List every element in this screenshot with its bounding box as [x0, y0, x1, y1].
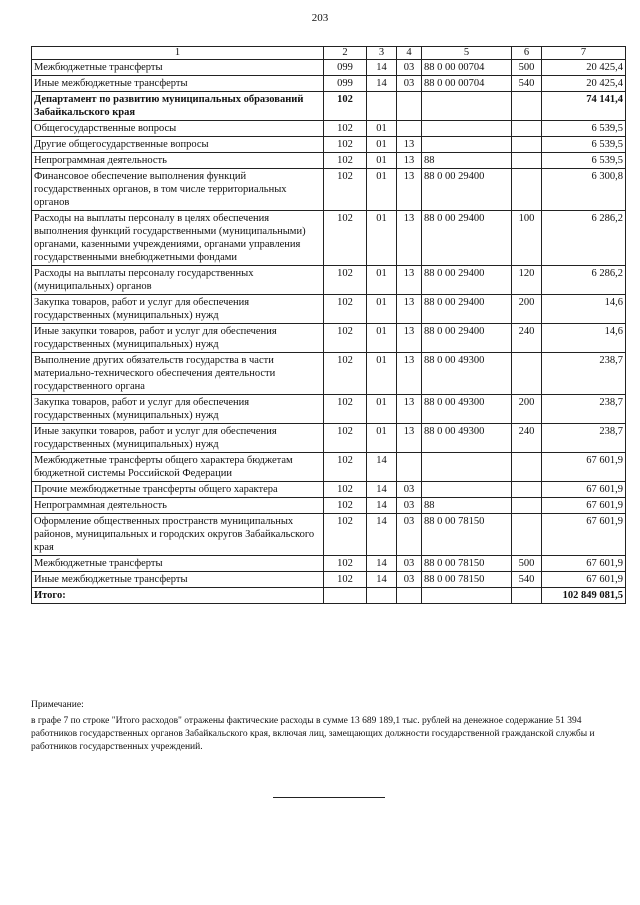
- row-target-article: [422, 588, 512, 604]
- row-name: Выполнение других обязательств государства в части материально-технического обеспечения деятельности государственного органа: [32, 353, 324, 395]
- row-amount: 67 601,9: [542, 556, 626, 572]
- row-admin-code: 099: [324, 60, 367, 76]
- row-admin-code: 102: [324, 153, 367, 169]
- row-section: 01: [367, 137, 397, 153]
- row-subsection: 03: [397, 572, 422, 588]
- row-name: Иные межбюджетные трансферты: [32, 76, 324, 92]
- row-amount: 102 849 081,5: [542, 588, 626, 604]
- row-section: 01: [367, 153, 397, 169]
- row-admin-code: 102: [324, 395, 367, 424]
- row-name: Закупка товаров, работ и услуг для обеспечения государственных (муниципальных) нужд: [32, 295, 324, 324]
- row-name: Межбюджетные трансферты: [32, 556, 324, 572]
- row-amount: 14,6: [542, 324, 626, 353]
- table-row: [32, 453, 626, 482]
- row-target-article: 88: [422, 498, 512, 514]
- row-expense-type: 200: [512, 395, 542, 424]
- row-target-article: [422, 482, 512, 498]
- column-number: 7: [542, 47, 626, 60]
- row-section: 01: [367, 295, 397, 324]
- row-target-article: [422, 137, 512, 153]
- row-expense-type: 240: [512, 324, 542, 353]
- row-subsection: 13: [397, 353, 422, 395]
- row-subsection: [397, 92, 422, 121]
- row-target-article: 88 0 00 29400: [422, 324, 512, 353]
- table-row: [32, 324, 626, 353]
- table-row: [32, 572, 626, 588]
- table-row: [32, 92, 626, 121]
- row-name: Расходы на выплаты персоналу в целях обеспечения выполнения функций государственными (муниципальными) органами, казенными учреждениями, органами управления государственными внебюджетными фондами: [32, 211, 324, 266]
- table-row: [32, 353, 626, 395]
- row-subsection: 03: [397, 60, 422, 76]
- row-expense-type: [512, 588, 542, 604]
- row-target-article: 88 0 00 78150: [422, 514, 512, 556]
- row-subsection: 13: [397, 424, 422, 453]
- row-target-article: 88 0 00 78150: [422, 572, 512, 588]
- row-subsection: [397, 453, 422, 482]
- row-section: 01: [367, 395, 397, 424]
- row-name: Общегосударственные вопросы: [32, 121, 324, 137]
- row-amount: 20 425,4: [542, 76, 626, 92]
- table-row: [32, 514, 626, 556]
- row-section: [367, 588, 397, 604]
- row-section: 14: [367, 453, 397, 482]
- row-admin-code: [324, 588, 367, 604]
- note-text: в графе 7 по строке "Итого расходов" отражены фактические расходы в сумме 13 689 189,1 тыс. рублей на денежное содержание 51 394 работников государственных органов Забайкальского края, включая лиц, замещающих должности государственной гражданской службы и работников государственных учреждений.: [31, 716, 595, 752]
- page-number: 203: [311, 12, 329, 24]
- row-subsection: 13: [397, 169, 422, 211]
- signature-line: [273, 797, 385, 798]
- budget-table: [31, 46, 626, 604]
- table-row: [32, 482, 626, 498]
- row-section: 14: [367, 76, 397, 92]
- row-expense-type: 240: [512, 424, 542, 453]
- row-subsection: [397, 588, 422, 604]
- row-admin-code: 102: [324, 353, 367, 395]
- row-admin-code: 102: [324, 121, 367, 137]
- row-amount: 238,7: [542, 353, 626, 395]
- row-section: 14: [367, 556, 397, 572]
- row-admin-code: 102: [324, 514, 367, 556]
- row-target-article: 88: [422, 153, 512, 169]
- row-admin-code: 102: [324, 137, 367, 153]
- row-admin-code: 102: [324, 266, 367, 295]
- row-amount: 14,6: [542, 295, 626, 324]
- row-admin-code: 102: [324, 424, 367, 453]
- row-expense-type: [512, 153, 542, 169]
- table-row: [32, 498, 626, 514]
- table-row: [32, 76, 626, 92]
- row-admin-code: 102: [324, 556, 367, 572]
- row-expense-type: [512, 121, 542, 137]
- row-amount: 67 601,9: [542, 514, 626, 556]
- row-subsection: [397, 121, 422, 137]
- row-expense-type: [512, 514, 542, 556]
- row-target-article: 88 0 00 49300: [422, 395, 512, 424]
- table-row: [32, 588, 626, 604]
- row-expense-type: 100: [512, 211, 542, 266]
- table-row: [32, 395, 626, 424]
- row-admin-code: 102: [324, 169, 367, 211]
- note: [31, 699, 625, 754]
- column-number: 3: [367, 47, 397, 60]
- row-admin-code: 102: [324, 295, 367, 324]
- row-target-article: 88 0 00 00704: [422, 60, 512, 76]
- row-subsection: 13: [397, 266, 422, 295]
- row-expense-type: [512, 453, 542, 482]
- row-subsection: 13: [397, 153, 422, 169]
- row-name: Расходы на выплаты персоналу государственных (муниципальных) органов: [32, 266, 324, 295]
- row-expense-type: [512, 92, 542, 121]
- row-amount: 67 601,9: [542, 498, 626, 514]
- row-amount: 67 601,9: [542, 453, 626, 482]
- column-number: 6: [512, 47, 542, 60]
- row-subsection: 13: [397, 295, 422, 324]
- row-name: Межбюджетные трансферты общего характера бюджетам бюджетной системы Российской Федерации: [32, 453, 324, 482]
- row-admin-code: 102: [324, 92, 367, 121]
- row-expense-type: [512, 498, 542, 514]
- row-subsection: 13: [397, 211, 422, 266]
- row-amount: 6 286,2: [542, 266, 626, 295]
- row-admin-code: 099: [324, 76, 367, 92]
- row-admin-code: 102: [324, 324, 367, 353]
- row-expense-type: 500: [512, 556, 542, 572]
- row-amount: 67 601,9: [542, 482, 626, 498]
- row-target-article: [422, 92, 512, 121]
- table-row: [32, 60, 626, 76]
- row-name: Итого:: [32, 588, 324, 604]
- row-amount: 6 539,5: [542, 137, 626, 153]
- row-subsection: 13: [397, 395, 422, 424]
- column-number: 2: [324, 47, 367, 60]
- row-subsection: 03: [397, 514, 422, 556]
- row-target-article: 88 0 00 29400: [422, 295, 512, 324]
- row-amount: 74 141,4: [542, 92, 626, 121]
- row-amount: 238,7: [542, 395, 626, 424]
- row-name: Непрограммная деятельность: [32, 498, 324, 514]
- row-target-article: 88 0 00 49300: [422, 424, 512, 453]
- row-subsection: 13: [397, 137, 422, 153]
- row-expense-type: [512, 169, 542, 211]
- row-amount: 6 539,5: [542, 153, 626, 169]
- row-name: Непрограммная деятельность: [32, 153, 324, 169]
- row-expense-type: 200: [512, 295, 542, 324]
- column-number-header: [32, 47, 626, 60]
- row-section: 01: [367, 121, 397, 137]
- table-row: [32, 266, 626, 295]
- row-target-article: 88 0 00 29400: [422, 266, 512, 295]
- table-row: [32, 211, 626, 266]
- row-expense-type: 540: [512, 76, 542, 92]
- row-section: 01: [367, 353, 397, 395]
- table-row: [32, 121, 626, 137]
- row-name: Финансовое обеспечение выполнения функций государственных органов, в том числе территориальных органов: [32, 169, 324, 211]
- table-row: [32, 169, 626, 211]
- row-amount: 6 286,2: [542, 211, 626, 266]
- row-expense-type: [512, 137, 542, 153]
- row-name: Другие общегосударственные вопросы: [32, 137, 324, 153]
- row-section: 01: [367, 169, 397, 211]
- table-row: [32, 137, 626, 153]
- table-row: [32, 295, 626, 324]
- column-number: 1: [32, 47, 324, 60]
- row-subsection: 03: [397, 76, 422, 92]
- row-name: Межбюджетные трансферты: [32, 60, 324, 76]
- row-name: Закупка товаров, работ и услуг для обеспечения государственных (муниципальных) нужд: [32, 395, 324, 424]
- row-name: Иные закупки товаров, работ и услуг для обеспечения государственных (муниципальных) нужд: [32, 424, 324, 453]
- row-section: 14: [367, 482, 397, 498]
- row-amount: 20 425,4: [542, 60, 626, 76]
- row-expense-type: [512, 482, 542, 498]
- row-expense-type: 120: [512, 266, 542, 295]
- row-target-article: [422, 453, 512, 482]
- row-expense-type: [512, 353, 542, 395]
- row-name: Иные межбюджетные трансферты: [32, 572, 324, 588]
- row-subsection: 03: [397, 482, 422, 498]
- row-subsection: 03: [397, 498, 422, 514]
- row-admin-code: 102: [324, 572, 367, 588]
- row-section: 01: [367, 266, 397, 295]
- table-row: [32, 153, 626, 169]
- row-amount: 238,7: [542, 424, 626, 453]
- row-amount: 67 601,9: [542, 572, 626, 588]
- row-amount: 6 300,8: [542, 169, 626, 211]
- column-number: 5: [422, 47, 512, 60]
- row-admin-code: 102: [324, 211, 367, 266]
- table-row: [32, 424, 626, 453]
- table-row: [32, 556, 626, 572]
- row-admin-code: 102: [324, 482, 367, 498]
- row-amount: 6 539,5: [542, 121, 626, 137]
- row-name: Иные закупки товаров, работ и услуг для обеспечения государственных (муниципальных) нужд: [32, 324, 324, 353]
- row-target-article: 88 0 00 78150: [422, 556, 512, 572]
- row-section: 14: [367, 498, 397, 514]
- row-subsection: 13: [397, 324, 422, 353]
- column-number: 4: [397, 47, 422, 60]
- row-section: 14: [367, 572, 397, 588]
- row-name: Прочие межбюджетные трансферты общего характера: [32, 482, 324, 498]
- row-admin-code: 102: [324, 453, 367, 482]
- row-expense-type: 540: [512, 572, 542, 588]
- row-target-article: 88 0 00 49300: [422, 353, 512, 395]
- row-subsection: 03: [397, 556, 422, 572]
- row-admin-code: 102: [324, 498, 367, 514]
- row-section: 01: [367, 211, 397, 266]
- row-section: [367, 92, 397, 121]
- row-target-article: 88 0 00 29400: [422, 169, 512, 211]
- row-name: Департамент по развитию муниципальных образований Забайкальского края: [32, 92, 324, 121]
- row-target-article: 88 0 00 29400: [422, 211, 512, 266]
- row-expense-type: 500: [512, 60, 542, 76]
- note-title: Примечание:: [31, 700, 84, 710]
- row-section: 14: [367, 60, 397, 76]
- row-section: 01: [367, 424, 397, 453]
- row-section: 14: [367, 514, 397, 556]
- row-section: 01: [367, 324, 397, 353]
- row-name: Оформление общественных пространств муниципальных районов, муниципальных и городских округов Забайкальского края: [32, 514, 324, 556]
- row-target-article: [422, 121, 512, 137]
- row-target-article: 88 0 00 00704: [422, 76, 512, 92]
